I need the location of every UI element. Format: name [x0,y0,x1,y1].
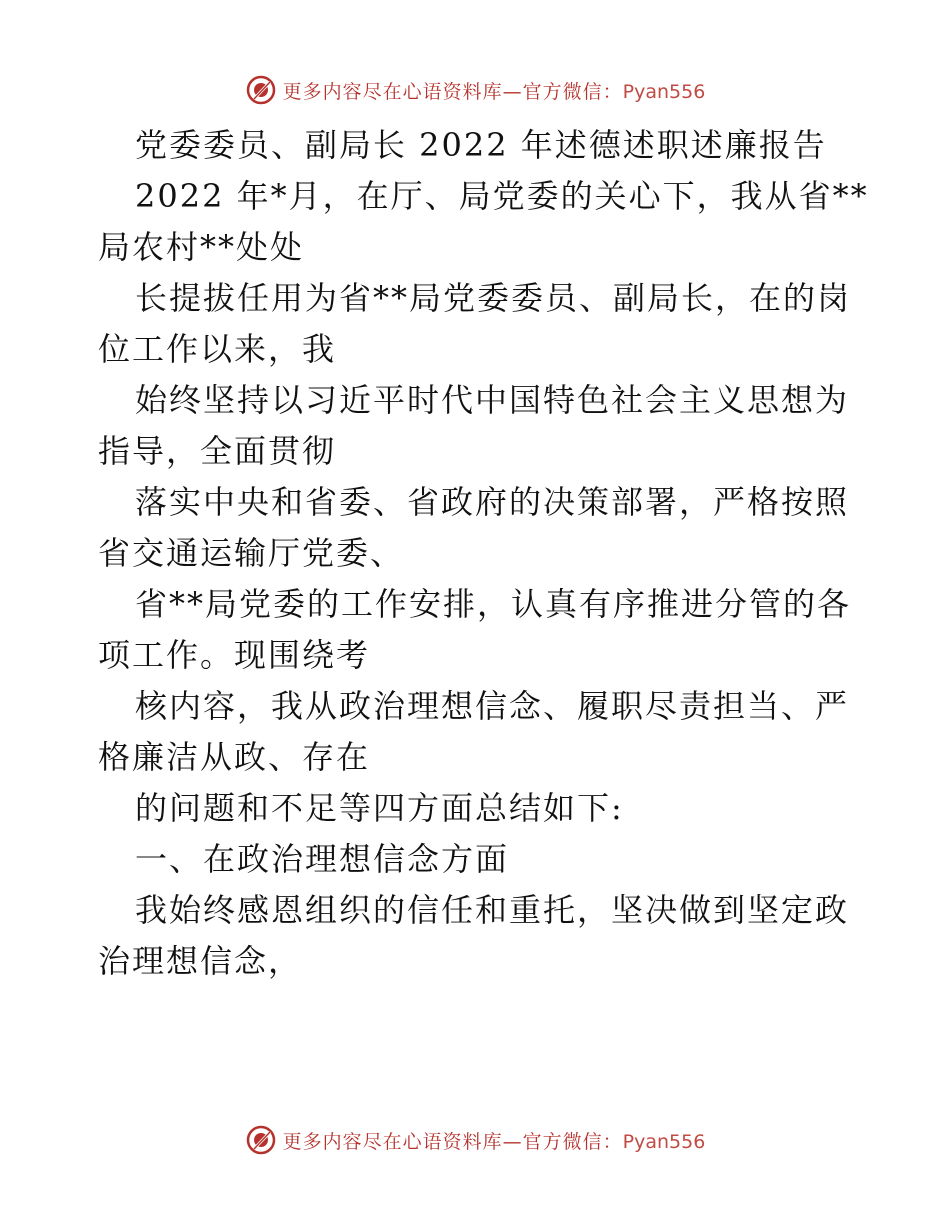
text-line: 格廉洁从政、存在 [98,738,371,776]
watermark-banner-bottom [0,1120,950,1160]
pen-logo-icon [245,1124,277,1156]
text-line: 的问题和不足等四方面总结如下: [135,789,624,827]
text-line: 我始终感恩组织的信任和重托，坚决做到坚定政 [135,891,850,929]
text-line: 省交通运输厅党委、 [98,534,405,572]
document-body [98,120,869,987]
text-line: 长提拔任用为省**局党委委员、副局长，在的岗 [135,279,852,317]
text-line: 局农村**处处 [98,228,305,266]
text-line: 始终坚持以习近平时代中国特色社会主义思想为 [135,381,850,419]
pen-logo-icon [245,74,277,106]
watermark-banner-top [0,70,950,110]
text-line: 落实中央和省委、省政府的决策部署，严格按照 [135,483,850,521]
text-line: 项工作。现围绕考 [98,636,371,674]
text-line: 位工作以来，我 [98,330,337,368]
watermark-text: 更多内容尽在心语资料库—官方微信：Pyan556 [282,1130,706,1153]
text-line: 一、在政治理想信念方面 [135,840,510,878]
text-line: 指导，全面贯彻 [98,432,337,470]
text-line: 2022 年*月，在厅、局党委的关心下，我从省** [135,177,869,215]
watermark-text: 更多内容尽在心语资料库—官方微信：Pyan556 [282,80,706,103]
text-line: 省**局党委的工作安排，认真有序推进分管的各 [135,585,852,623]
text-line: 治理想信念， [98,942,303,980]
text-line: 核内容，我从政治理想信念、履职尽责担当、严 [135,687,850,725]
text-line: 党委委员、副局长 2022 年述德述职述廉报告 [135,126,827,164]
